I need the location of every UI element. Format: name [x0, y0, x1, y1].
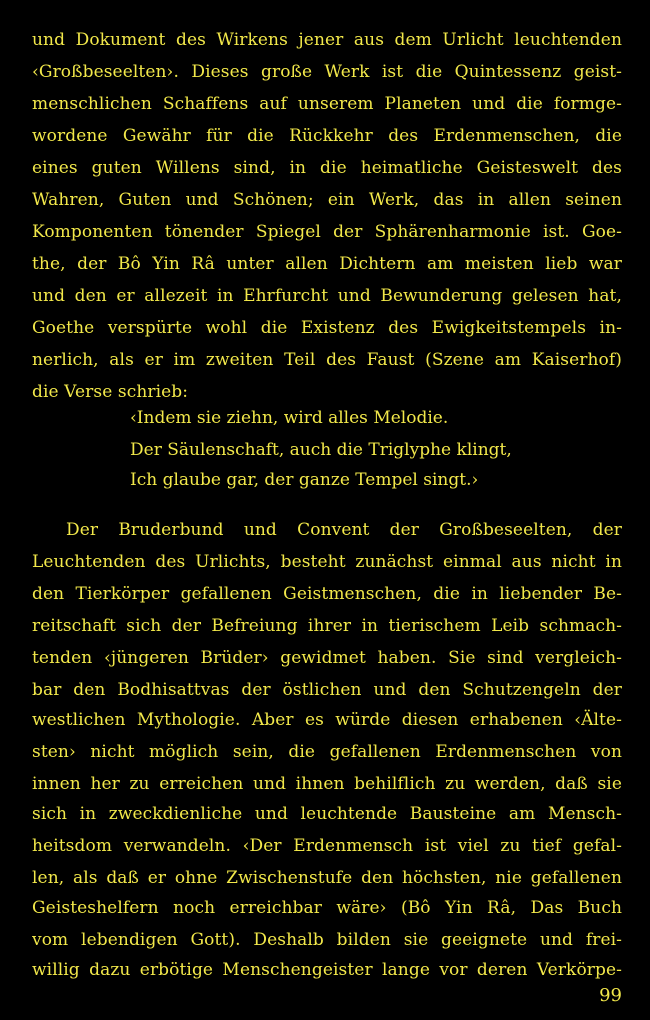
paragraph-2-line-4: reitschaft sich der Befreiung ihrer in tierischem Leib schmach-	[32, 616, 622, 636]
paragraph-1-line-11: nerlich, als er im zweiten Teil des Faust (Szene am Kaiserhof)	[32, 350, 622, 370]
paragraph-1-line-3: menschlichen Schaffens auf unserem Planeten und die formge-	[32, 94, 622, 114]
paragraph-2-line-11: heitsdom verwandeln. ‹Der Erdenmensch ist viel zu tief gefal-	[32, 836, 622, 856]
paragraph-1-line-6: Wahren, Guten und Schönen; ein Werk, das in allen seinen	[32, 190, 622, 210]
paragraph-1-line-1: und Dokument des Wirkens jener aus dem Urlicht leuchtenden	[32, 30, 622, 50]
paragraph-1-line-8: the, der Bô Yin Râ unter allen Dichtern am meisten lieb war	[32, 254, 622, 274]
paragraph-1-line-4: wordene Gewähr für die Rückkehr des Erdenmenschen, die	[32, 126, 622, 146]
paragraph-2-line-3: den Tierkörper gefallenen Geistmenschen, die in liebender Be-	[32, 584, 622, 604]
paragraph-1-line-2: ‹Großbeseelten›. Dieses große Werk ist die Quintessenz geist-	[32, 62, 622, 82]
verse-line-1: ‹Indem sie ziehn, wird alles Melodie.	[130, 408, 449, 428]
paragraph-2-line-14: vom lebendigen Gott). Deshalb bilden sie geeignete und frei-	[32, 930, 622, 950]
paragraph-2-line-7: westlichen Mythologie. Aber es würde diesen erhabenen ‹Älte-	[32, 710, 622, 730]
paragraph-1-line-10: Goethe verspürte wohl die Existenz des Ewigkeitstempels in-	[32, 318, 622, 338]
paragraph-2-line-10: sich in zweckdienliche und leuchtende Bausteine am Mensch-	[32, 804, 622, 824]
paragraph-1-line-9: und den er allezeit in Ehrfurcht und Bewunderung gelesen hat,	[32, 286, 622, 306]
page-number: 99	[599, 985, 622, 1006]
paragraph-2-line-12: len, als daß er ohne Zwischenstufe den höchsten, nie gefallenen	[32, 868, 622, 888]
verse-line-2: Der Säulenschaft, auch die Triglyphe klingt,	[130, 440, 512, 460]
paragraph-2-line-1: Der Bruderbund und Convent der Großbeseelten, der	[66, 520, 622, 540]
paragraph-2-line-15: willig dazu erbötige Menschengeister lange vor deren Verkörpe-	[32, 960, 622, 980]
paragraph-1-line-5: eines guten Willens sind, in die heimatliche Geisteswelt des	[32, 158, 622, 178]
paragraph-2-line-6: bar den Bodhisattvas der östlichen und den Schutzengeln der	[32, 680, 622, 700]
paragraph-2-line-13: Geisteshelfern noch erreichbar wäre› (Bô Yin Râ, Das Buch	[32, 898, 622, 918]
paragraph-2-line-8: sten› nicht möglich sein, die gefallenen Erdenmenschen von	[32, 742, 622, 762]
paragraph-1-line-12: die Verse schrieb:	[32, 382, 189, 402]
paragraph-2-line-5: tenden ‹jüngeren Brüder› gewidmet haben. Sie sind vergleich-	[32, 648, 622, 668]
verse-line-3: Ich glaube gar, der ganze Tempel singt.›	[130, 470, 479, 490]
paragraph-1-line-7: Komponenten tönender Spiegel der Sphärenharmonie ist. Goe-	[32, 222, 622, 242]
paragraph-2-line-2: Leuchtenden des Urlichts, besteht zunächst einmal aus nicht in	[32, 552, 622, 572]
paragraph-2-line-9: innen her zu erreichen und ihnen behilflich zu werden, daß sie	[32, 774, 622, 794]
